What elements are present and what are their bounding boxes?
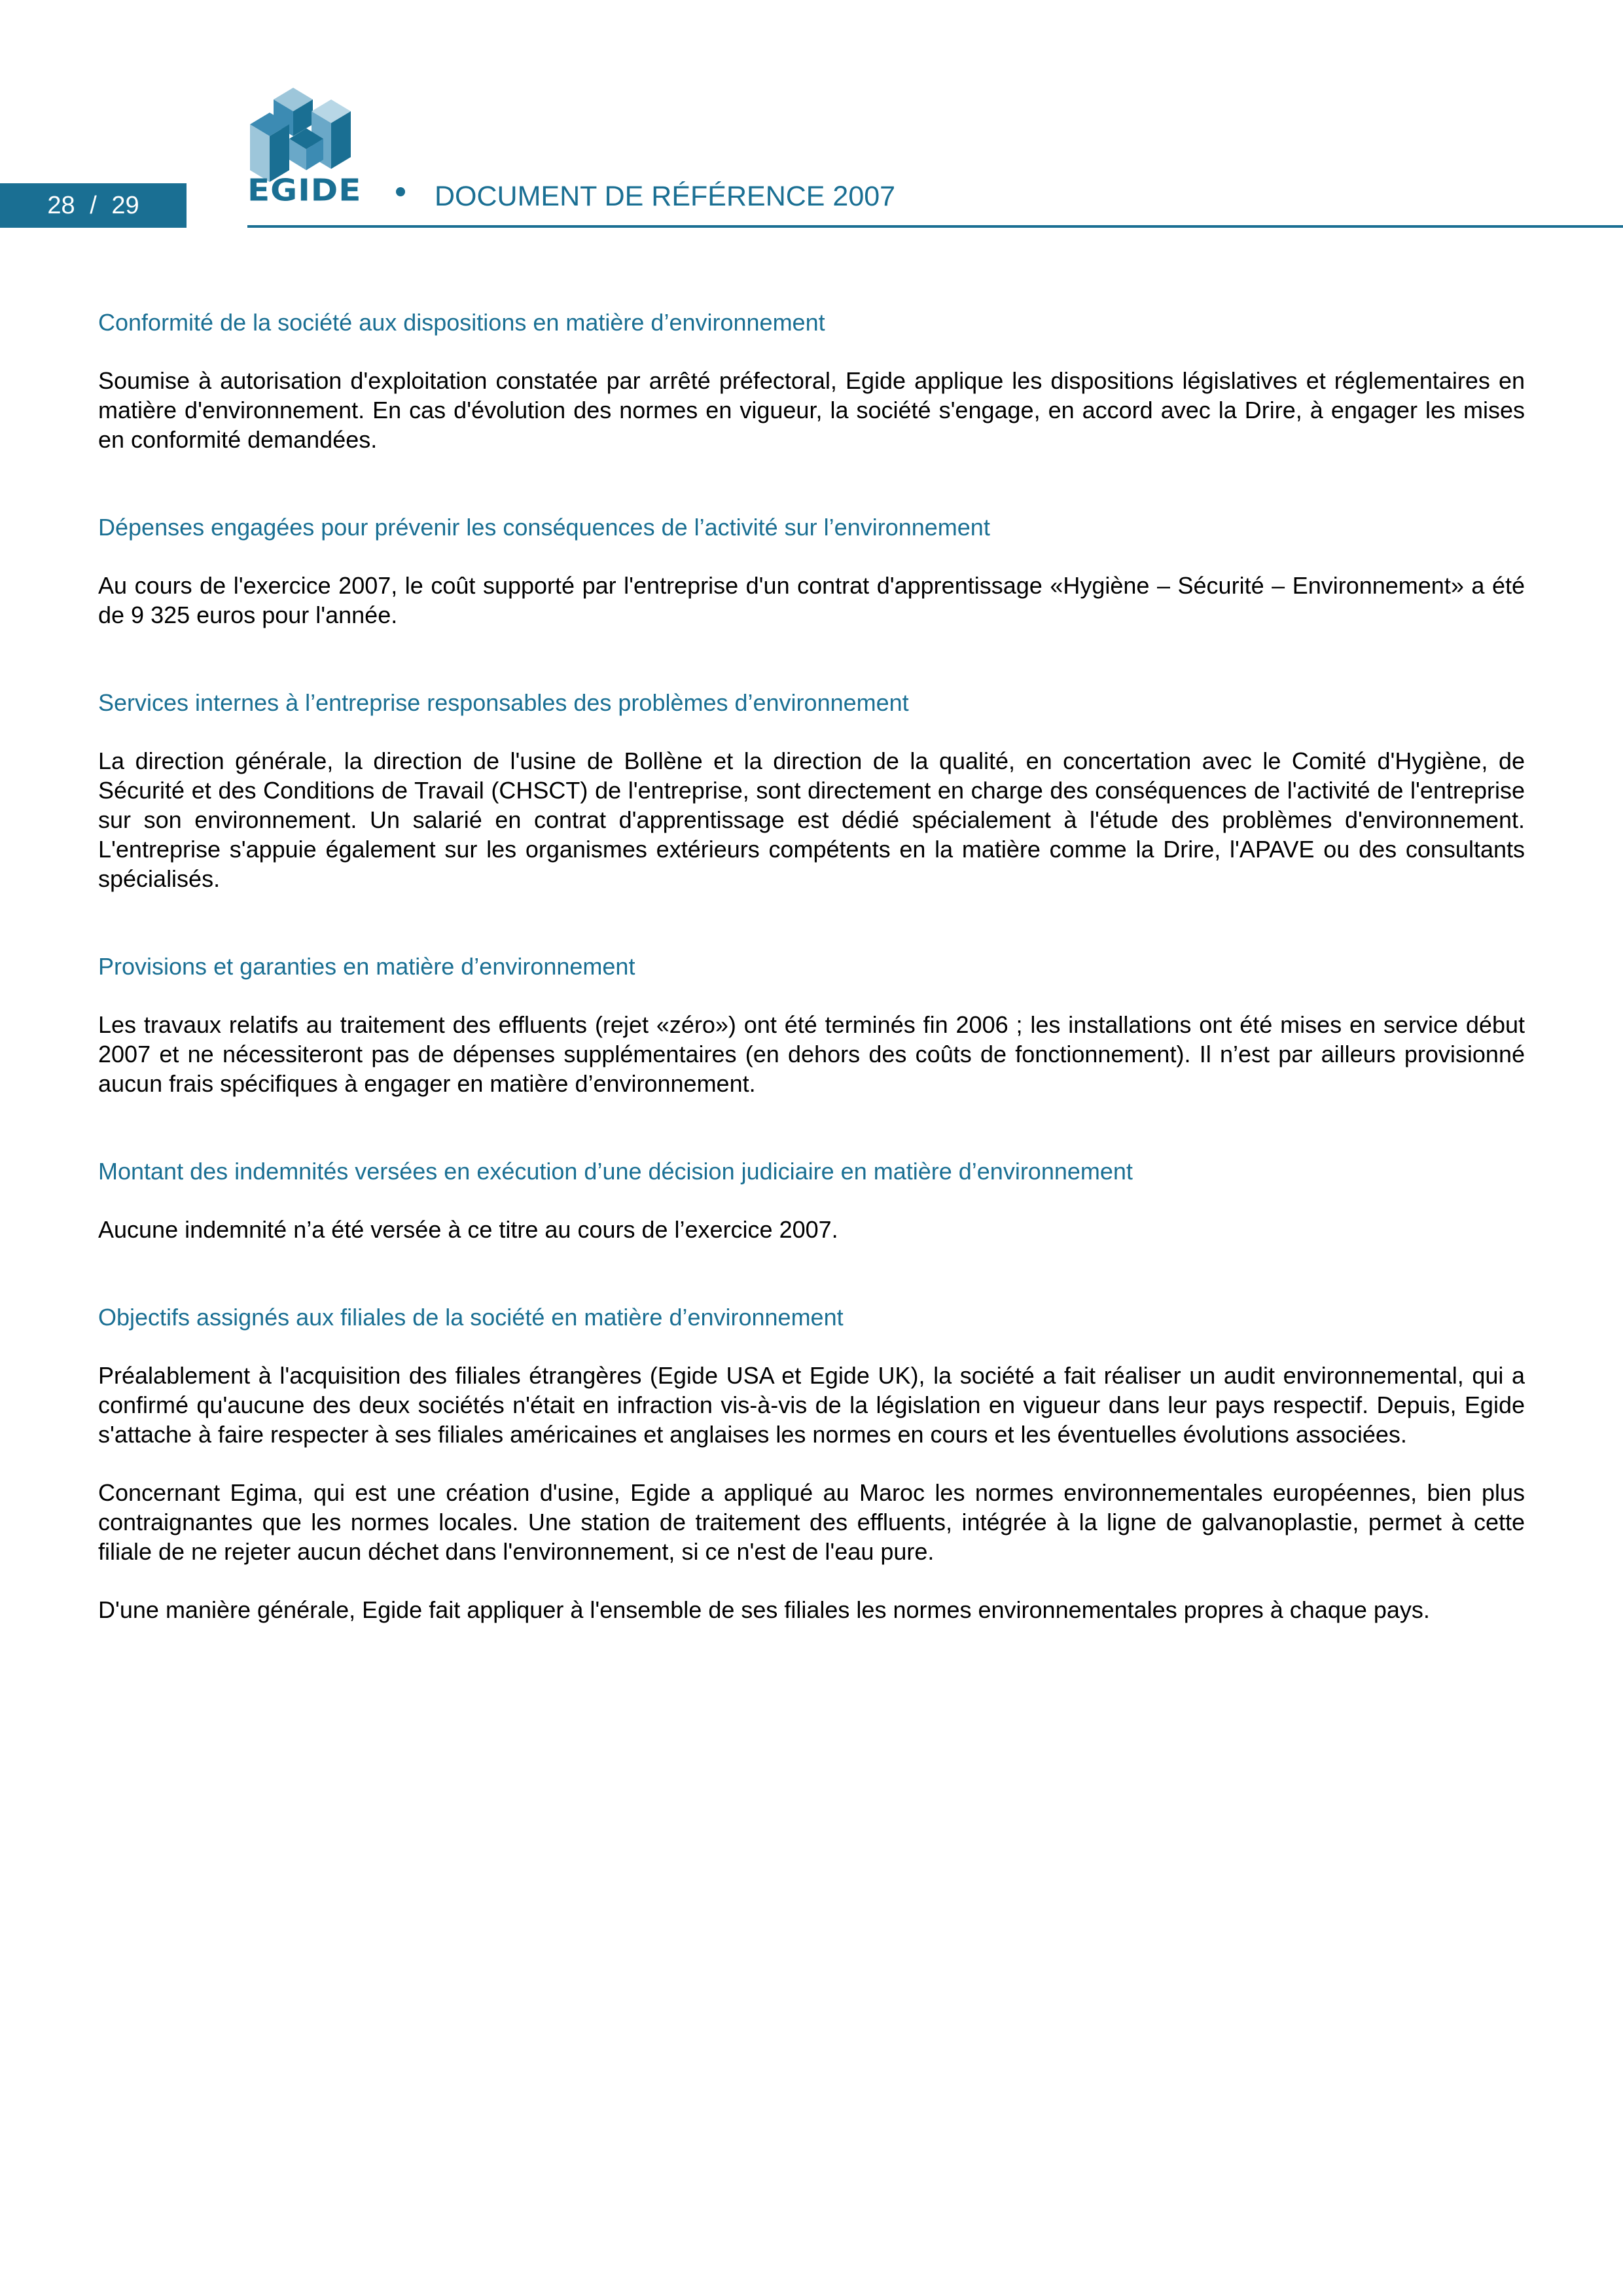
section-paragraph: Soumise à autorisation d'exploitation constatée par arrêté préfectoral, Egide applique les dispositions législatives et réglementaires en matière d'environnement. En cas d'évolution des normes en vigueur, la société s'engage, en accord avec la Drire, à engager les mises en conformité demandées.: [98, 367, 1525, 453]
document-body: [98, 308, 1525, 1683]
section-indemnites: [98, 1157, 1525, 1244]
section-services-internes: [98, 688, 1525, 893]
section-paragraph: Aucune indemnité n’a été versée à ce titre au cours de l’exercice 2007.: [98, 1216, 838, 1243]
section-heading: Dépenses engagées pour prévenir les conséquences de l’activité sur l’environnement: [98, 514, 990, 541]
page-current: 28: [47, 192, 75, 219]
section-heading: Provisions et garanties en matière d’environnement: [98, 953, 635, 980]
section-conformite: [98, 308, 1525, 454]
section-paragraph: Au cours de l'exercice 2007, le coût supporté par l'entreprise d'un contrat d'apprentissage «Hygiène – Sécurité – Environnement» a été de 9 325 euros pour l'année.: [98, 572, 1525, 628]
section-paragraph: Les travaux relatifs au traitement des effluents (rejet «zéro») ont été terminés fin 2006 ; les installations ont été mises en service début 2007 et ne nécessiteront pas de dépenses supplémentaires (en dehors des coûts de fonctionnement). Il n’est par ailleurs provisionné aucun frais spécifiques à engager en matière d’environnement.: [98, 1011, 1525, 1097]
section-paragraph: La direction générale, la direction de l'usine de Bollène et la direction de la qualité, en concertation avec le Comité d'Hygiène, de Sécurité et des Conditions de Travail (CHSCT) de l'entreprise, sont directement en charge des conséquences de l'activité de l'entreprise sur son environnement. Un salarié en contrat d'apprentissage est dédié spécialement à l'étude des problèmes d'environnement. L'entreprise s'appuie également sur les organismes extérieurs compétents en la matière comme la Drire, l'APAVE ou des consultants spécialisés.: [98, 747, 1525, 892]
section-depenses: [98, 512, 1525, 630]
section-paragraph: Préalablement à l'acquisition des filiales étrangères (Egide USA et Egide UK), la société a fait réaliser un audit environnemental, qui a confirmé qu'aucune des deux sociétés n'était en infraction vis-à-vis de la législation en vigueur dans leur pays respectif. Depuis, Egide s'attache à faire respecter à ses filiales américaines et anglaises les normes en cours et les éventuelles évolutions associées.: [98, 1362, 1525, 1448]
page-separator: /: [90, 192, 97, 219]
document-title: DOCUMENT DE RÉFÉRENCE 2007: [435, 181, 896, 212]
section-heading: Montant des indemnités versées en exécution d’une décision judiciaire en matière d’environnement: [98, 1158, 1133, 1185]
section-heading: Services internes à l’entreprise responsables des problèmes d’environnement: [98, 689, 909, 716]
section-paragraph: D'une manière générale, Egide fait appliquer à l'ensemble de ses filiales les normes environnementales propres à chaque pays.: [98, 1596, 1430, 1623]
header-rule: [247, 225, 1623, 228]
section-paragraph: Concernant Egima, qui est une création d'usine, Egide a appliqué au Maroc les normes environnementales européennes, bien plus contraignantes que les normes locales. Une station de traitement des effluents, intégrée à la ligne de galvanoplastie, permet à cette filiale de ne rejeter aucun déchet dans l'environnement, si ce n'est de l'eau pure.: [98, 1479, 1525, 1565]
section-heading: Objectifs assignés aux filiales de la société en matière d’environnement: [98, 1304, 844, 1331]
page-number-tab: [0, 183, 187, 228]
section-provisions: [98, 952, 1525, 1098]
section-objectifs-filiales: [98, 1302, 1525, 1624]
egide-logo-text: EGIDE: [247, 173, 362, 208]
title-bullet: [396, 187, 405, 196]
page-total: 29: [111, 192, 139, 219]
section-heading: Conformité de la société aux dispositions en matière d’environnement: [98, 309, 825, 336]
